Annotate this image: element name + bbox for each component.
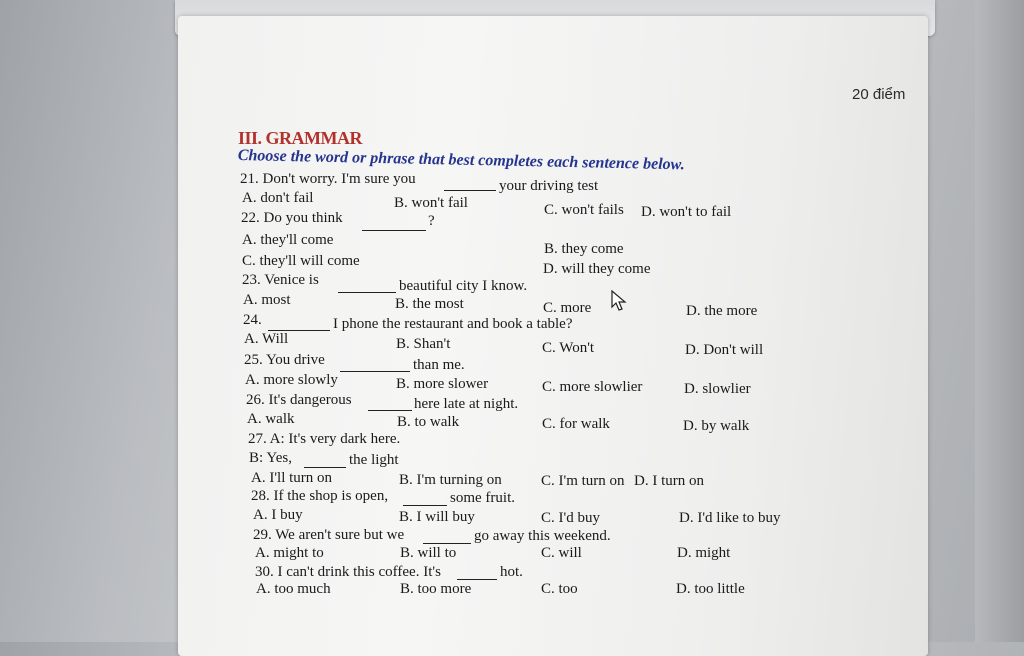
q28-option-a[interactable]: A. I buy bbox=[253, 507, 303, 523]
question-30-blank bbox=[457, 579, 497, 580]
question-26-text: 26. It's dangerous bbox=[246, 392, 352, 408]
question-25-text: 25. You drive bbox=[244, 352, 325, 368]
q28-option-c[interactable]: C. I'd buy bbox=[541, 510, 600, 526]
question-22-text: 22. Do you think bbox=[241, 210, 343, 226]
q29-option-b[interactable]: B. will to bbox=[400, 545, 457, 561]
q28-option-b[interactable]: B. I will buy bbox=[399, 509, 475, 525]
q27-option-b[interactable]: B. I'm turning on bbox=[399, 472, 502, 488]
q21-option-d[interactable]: D. won't to fail bbox=[641, 204, 732, 220]
q25-option-b[interactable]: B. more slower bbox=[396, 376, 489, 392]
question-23-text: 23. Venice is bbox=[242, 272, 319, 288]
q30-option-b[interactable]: B. too more bbox=[400, 581, 472, 597]
question-21-text: 21. Don't worry. I'm sure you bbox=[240, 171, 416, 187]
q26-option-b[interactable]: B. to walk bbox=[397, 414, 460, 430]
q23-option-b[interactable]: B. the most bbox=[395, 296, 464, 312]
q22-option-b[interactable]: B. they come bbox=[544, 241, 624, 257]
q27-option-a[interactable]: A. I'll turn on bbox=[251, 470, 333, 486]
question-21-blank bbox=[444, 190, 496, 191]
question-28-text-end: some fruit. bbox=[450, 490, 515, 506]
q29-option-a[interactable]: A. might to bbox=[255, 545, 324, 561]
question-25-blank bbox=[340, 371, 410, 372]
question-25-text-end: than me. bbox=[413, 357, 465, 373]
question-27-reply: B: Yes, bbox=[249, 450, 292, 466]
q29-option-d[interactable]: D. might bbox=[677, 545, 731, 561]
q22-option-a[interactable]: A. they'll come bbox=[242, 232, 334, 248]
question-29-blank bbox=[423, 543, 471, 544]
q27-option-c[interactable]: C. I'm turn on bbox=[541, 473, 625, 489]
question-26-text-end: here late at night. bbox=[414, 396, 519, 412]
q26-option-d[interactable]: D. by walk bbox=[683, 418, 750, 434]
q25-option-c[interactable]: C. more slowlier bbox=[542, 379, 643, 395]
question-27-blank bbox=[304, 467, 346, 468]
q29-option-c[interactable]: C. will bbox=[541, 545, 582, 561]
q26-option-c[interactable]: C. for walk bbox=[542, 416, 610, 432]
q23-option-a[interactable]: A. most bbox=[243, 292, 291, 308]
question-29-text: 29. We aren't sure but we bbox=[253, 527, 405, 543]
q22-option-d[interactable]: D. will they come bbox=[543, 261, 651, 277]
q28-option-d[interactable]: D. I'd like to buy bbox=[679, 510, 781, 526]
q21-option-a[interactable]: A. don't fail bbox=[242, 190, 314, 206]
points-label: 20 điểm bbox=[852, 86, 906, 103]
q30-option-c[interactable]: C. too bbox=[541, 581, 578, 597]
q26-option-a[interactable]: A. walk bbox=[247, 411, 295, 427]
question-28-text: 28. If the shop is open, bbox=[251, 488, 389, 504]
q23-option-c[interactable]: C. more bbox=[543, 300, 592, 316]
question-30-text-end: hot. bbox=[500, 564, 523, 580]
question-28-blank bbox=[403, 505, 447, 506]
question-24-text: 24. bbox=[243, 312, 262, 328]
question-21-text-end: your driving test bbox=[499, 178, 599, 194]
q21-option-c[interactable]: C. won't fails bbox=[544, 202, 624, 218]
question-22-text-end: ? bbox=[428, 213, 435, 229]
q30-option-d[interactable]: D. too little bbox=[676, 581, 745, 597]
question-27-text-end: the light bbox=[349, 452, 399, 468]
screen-edge bbox=[975, 0, 1024, 642]
q25-option-a[interactable]: A. more slowly bbox=[245, 372, 338, 388]
question-29-text-end: go away this weekend. bbox=[474, 528, 611, 544]
q22-option-c[interactable]: C. they'll will come bbox=[242, 253, 360, 269]
question-30-text: 30. I can't drink this coffee. It's bbox=[255, 564, 441, 580]
q21-option-b[interactable]: B. won't fail bbox=[394, 195, 468, 211]
question-27-text: 27. A: It's very dark here. bbox=[248, 431, 401, 447]
q24-option-d[interactable]: D. Don't will bbox=[685, 342, 764, 358]
q23-option-d[interactable]: D. the more bbox=[686, 303, 758, 319]
q24-option-c[interactable]: C. Won't bbox=[542, 340, 595, 356]
question-22-blank bbox=[362, 230, 426, 231]
question-24-text-end: I phone the restaurant and book a table? bbox=[333, 316, 573, 332]
q24-option-b[interactable]: B. Shan't bbox=[396, 336, 451, 352]
q24-option-a[interactable]: A. Will bbox=[244, 331, 289, 347]
instruction-text: Choose the word or phrase that best completes each sentence below. bbox=[237, 147, 685, 174]
section-title: III. GRAMMAR bbox=[238, 128, 362, 148]
q30-option-a[interactable]: A. too much bbox=[256, 581, 331, 597]
question-26-blank bbox=[368, 410, 412, 411]
q27-option-d[interactable]: D. I turn on bbox=[634, 473, 704, 489]
mouse-pointer-icon bbox=[611, 290, 627, 312]
question-23-text-end: beautiful city I know. bbox=[399, 278, 528, 294]
q25-option-d[interactable]: D. slowlier bbox=[684, 381, 751, 397]
question-23-blank bbox=[338, 292, 396, 293]
